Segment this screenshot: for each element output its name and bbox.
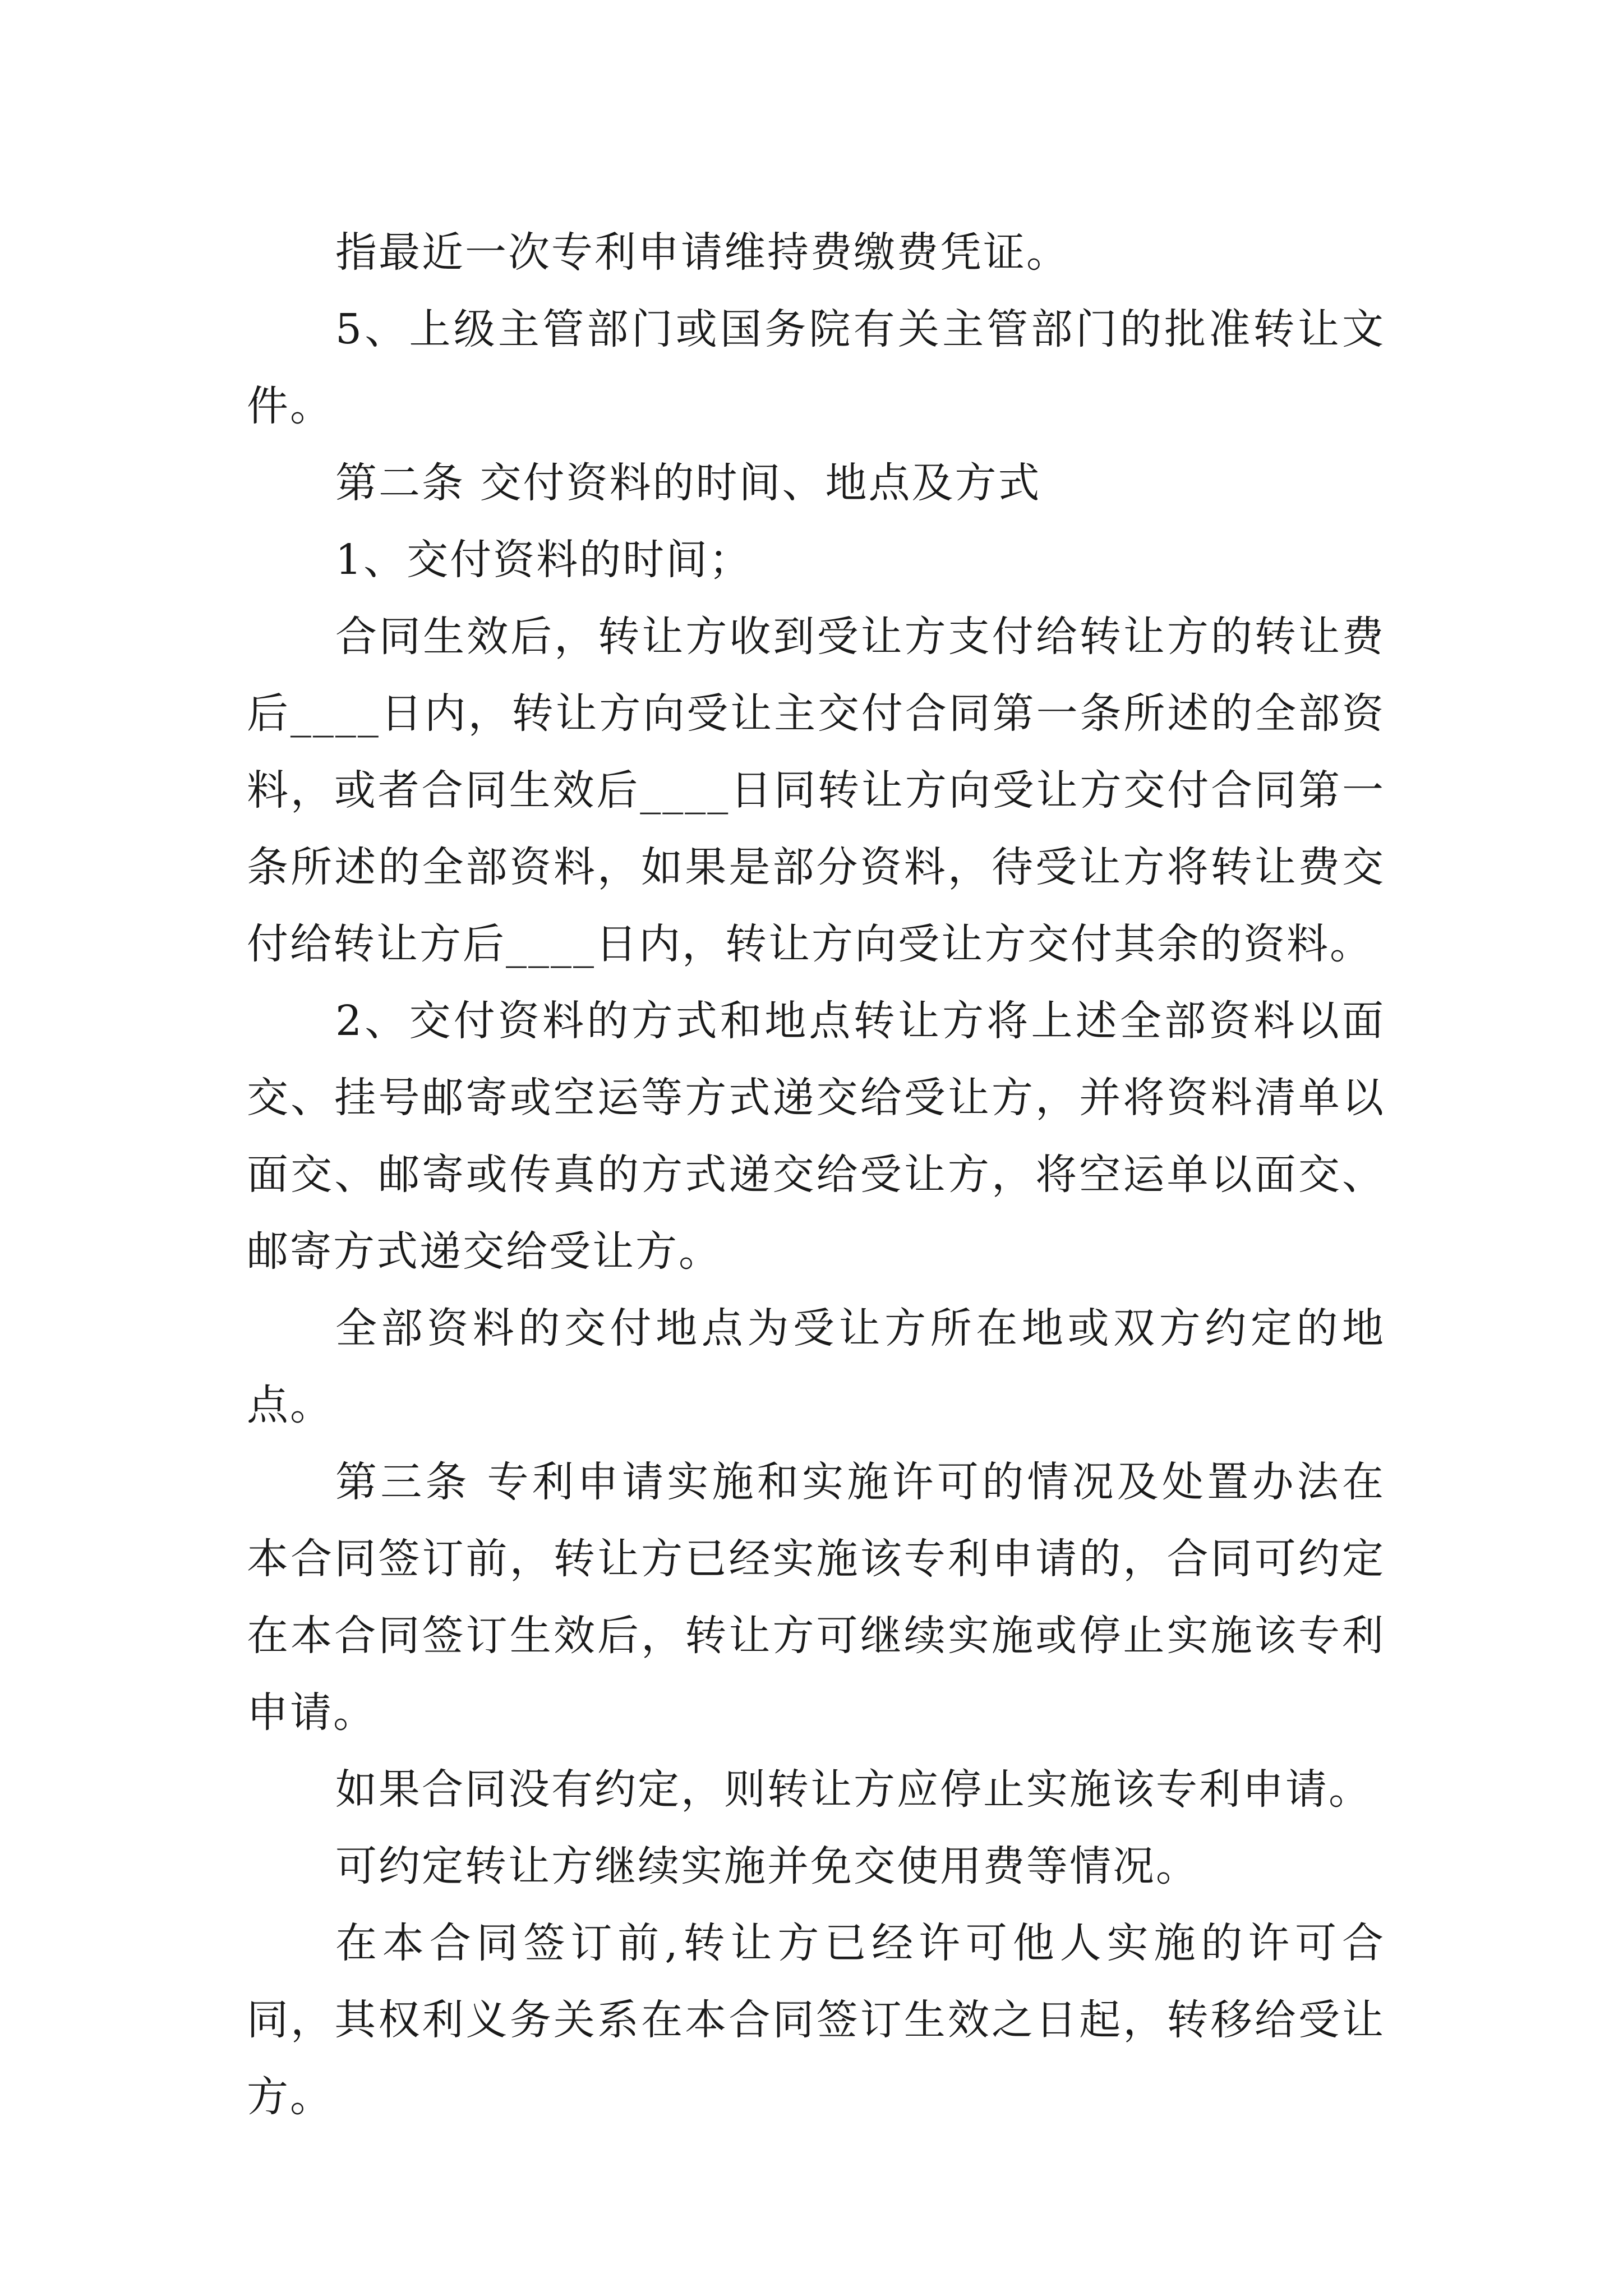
- paragraph-approval-document: 5、上级主管部门或国务院有关主管部门的批准转让文件。: [247, 305, 1385, 430]
- paragraph-article-three: 第三条 专利申请实施和实施许可的情况及处置办法在本合同签订前，转让方已经实施该专利申请的，合同可约定在本合同签订生效后，转让方可继续实施或停止实施该专利申请。: [247, 1458, 1385, 1737]
- paragraph-fee-exemption: 可约定转让方继续实施并免交使用费等情况。: [335, 1842, 1199, 1890]
- paragraph-delivery-time-title: 1、交付资料的时间；: [335, 536, 753, 584]
- paragraph-delivery-method: 2、交付资料的方式和地点转让方将上述全部资料以面交、挂号邮寄或空运等方式递交给受让方，并将资料清单以面交、邮寄或传真的方式递交给受让方，将空运单以面交、邮寄方式递交给受让方。: [247, 997, 1385, 1276]
- heading-article-two: 第二条 交付资料的时间、地点及方式: [335, 459, 1041, 507]
- paragraph-no-agreement: 如果合同没有约定，则转让方应停止实施该专利申请。: [335, 1765, 1372, 1814]
- paragraph-license-transfer: 在本合同签订前,转让方已经许可他人实施的许可合同，其权利义务关系在本合同签订生效之日起，转移给受让方。: [247, 1919, 1385, 2121]
- paragraph-delivery-time-detail: 合同生效后，转让方收到受让方支付给转让方的转让费后____日内，转让方向受让主交付合同第一条所述的全部资料，或者合同生效后____日同转让方向受让方交付合同第一条所述的全部资料，如果是部分资料，待受让方将转让费交付给转让方后____日内，转让方向受让方交付其余的资料。: [247, 613, 1385, 968]
- paragraph-delivery-location: 全部资料的交付地点为受让方所在地或双方约定的地点。: [247, 1304, 1385, 1429]
- paragraph-fee-voucher: 指最近一次专利申请维持费缴费凭证。: [335, 228, 1069, 277]
- document-body: [247, 214, 1385, 2136]
